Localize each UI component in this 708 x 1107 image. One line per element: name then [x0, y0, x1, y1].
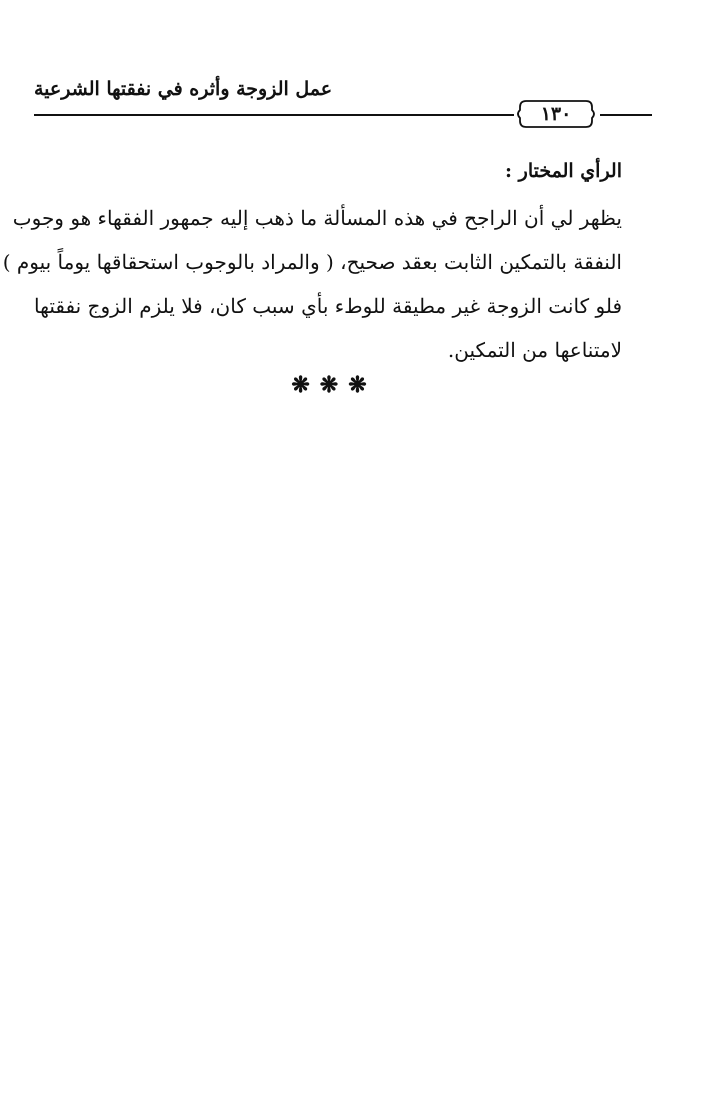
page-number-badge — [516, 98, 596, 130]
body-paragraph — [2, 196, 622, 372]
body-line: النفقة بالتمكين الثابت بعقد صحيح، ( والمراد بالوجوب استحقاقها يوماً بيوم ) — [2, 250, 622, 274]
page-number: ١٣٠ — [540, 103, 572, 125]
header-rule-right — [600, 114, 652, 116]
body-line: فلو كانت الزوجة غير مطيقة للوطء بأي سبب كان، فلا يلزم الزوج نفقتها — [34, 294, 622, 318]
running-title: عمل الزوجة وأثره في نفقتها الشرعية — [34, 78, 333, 100]
section-heading: الرأي المختار : — [505, 160, 622, 182]
body-line: يظهر لي أن الراجح في هذه المسألة ما ذهب إليه جمهور الفقهاء هو وجوب — [12, 206, 622, 230]
body-line: لامتناعها من التمكين. — [447, 338, 622, 362]
header-rule — [34, 114, 514, 116]
section-separator: ❋❋❋ — [291, 372, 377, 398]
